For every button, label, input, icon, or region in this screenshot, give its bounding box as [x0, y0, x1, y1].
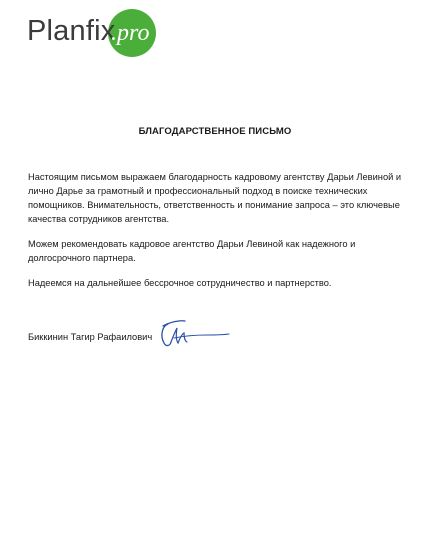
letter-paragraph-1: Настоящим письмом выражаем благодарность кадровому агентству Дарьи Левиной и лично Дарье за грамотный и профессиональный подход в поиске технических помощников. Внимательность, ответственность и понимание запроса – это ключевые качества сотрудников агентства. [28, 172, 402, 224]
handwritten-signature [154, 316, 234, 352]
logo-pro-suffix: .pro [111, 20, 150, 46]
logo-wordmark: Planfix [27, 15, 116, 47]
letter-title: БЛАГОДАРСТВЕННОЕ ПИСЬМО [138, 126, 292, 137]
planfix-logo [27, 8, 157, 60]
signer-name: Биккинин Тагир Рафаилович [28, 332, 153, 342]
letter-paragraph-3: Надеемся на дальнейшее бессрочное сотрудничество и партнерство. [28, 278, 332, 288]
letter-paragraph-2: Можем рекомендовать кадровое агентство Дарьи Левиной как надежного и долгосрочного партнера. [28, 239, 356, 263]
